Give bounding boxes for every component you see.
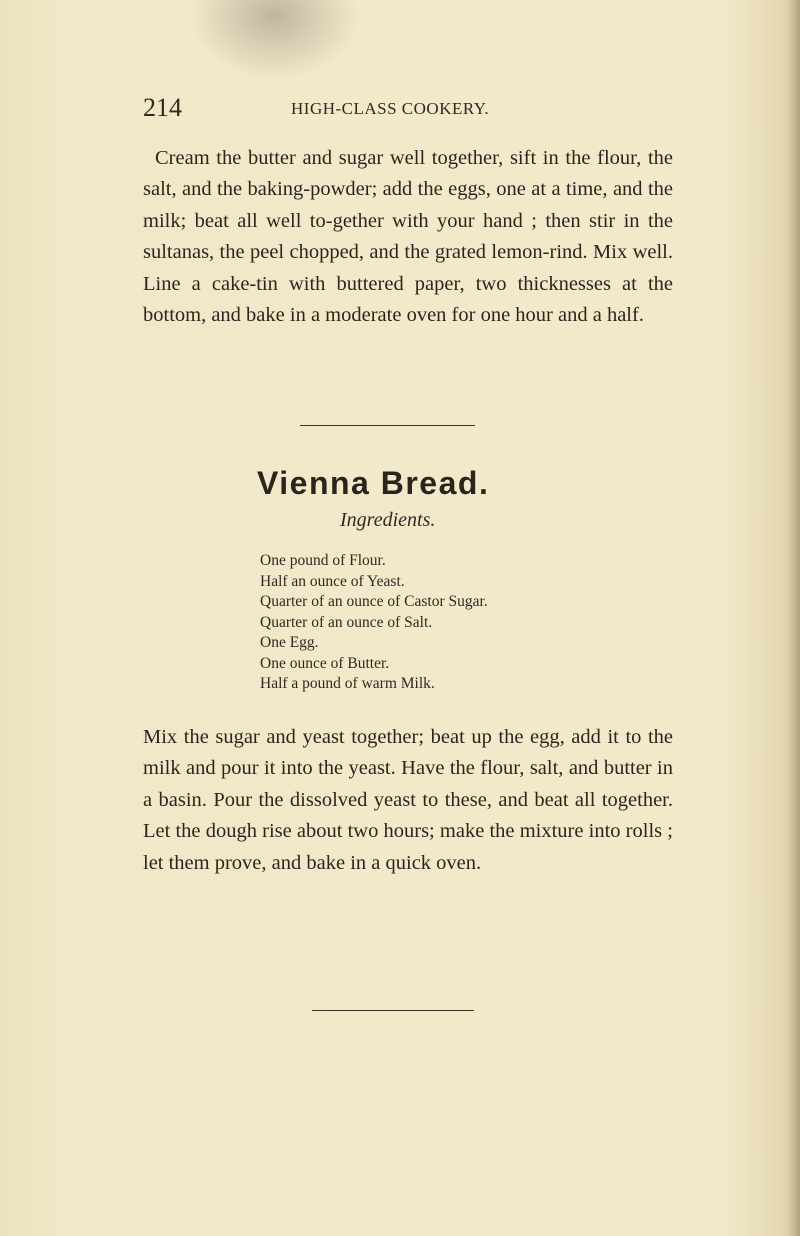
ingredient-item: One pound of Flour.: [260, 552, 386, 569]
ingredient-item: One ounce of Butter.: [260, 654, 390, 672]
ingredient-item: One Egg.: [260, 634, 319, 651]
previous-recipe-paragraph: Cream the butter and sugar well together, sift in the flour, the salt, and the baking-powder; add the eggs, one at a time, and the milk; beat all well to-gether with your hand ; then stir in the sultanas, the peel chopped, and the grated lemon-rind. Mix well. Line a cake-tin with buttered paper, two thicknesses at the bottom, and bake in a moderate oven for one hour and a half.: [143, 147, 673, 327]
ingredient-item: Quarter of an ounce of Salt.: [260, 613, 433, 631]
ingredient-item: Half a pound of warm Milk.: [260, 675, 435, 692]
method-paragraph: Mix the sugar and yeast together; beat up the egg, add it to the milk and pour it into the yeast. Have the flour, salt, and butter in a basin. Pour the dissolved yeast to these, and beat all together. Let the dough rise about two hours; make the mixture into rolls ; let them prove, and bake in a quick oven.: [143, 726, 673, 874]
section-divider-top: [300, 425, 475, 426]
ingredients-list: [260, 551, 488, 695]
running-header: [143, 93, 653, 123]
ingredient-item: Quarter of an ounce of Castor Sugar.: [260, 593, 488, 610]
section-divider-bottom: [312, 1010, 474, 1011]
ingredients-heading: Ingredients.: [340, 509, 436, 531]
page-edge-shadow: [786, 0, 800, 1236]
ink-stain: [190, 0, 360, 80]
page-number: 214: [143, 93, 182, 122]
ingredient-item: Half an ounce of Yeast.: [260, 572, 405, 590]
recipe-title: Vienna Bread.: [257, 465, 490, 501]
book-title: HIGH-CLASS COOKERY.: [291, 99, 490, 118]
